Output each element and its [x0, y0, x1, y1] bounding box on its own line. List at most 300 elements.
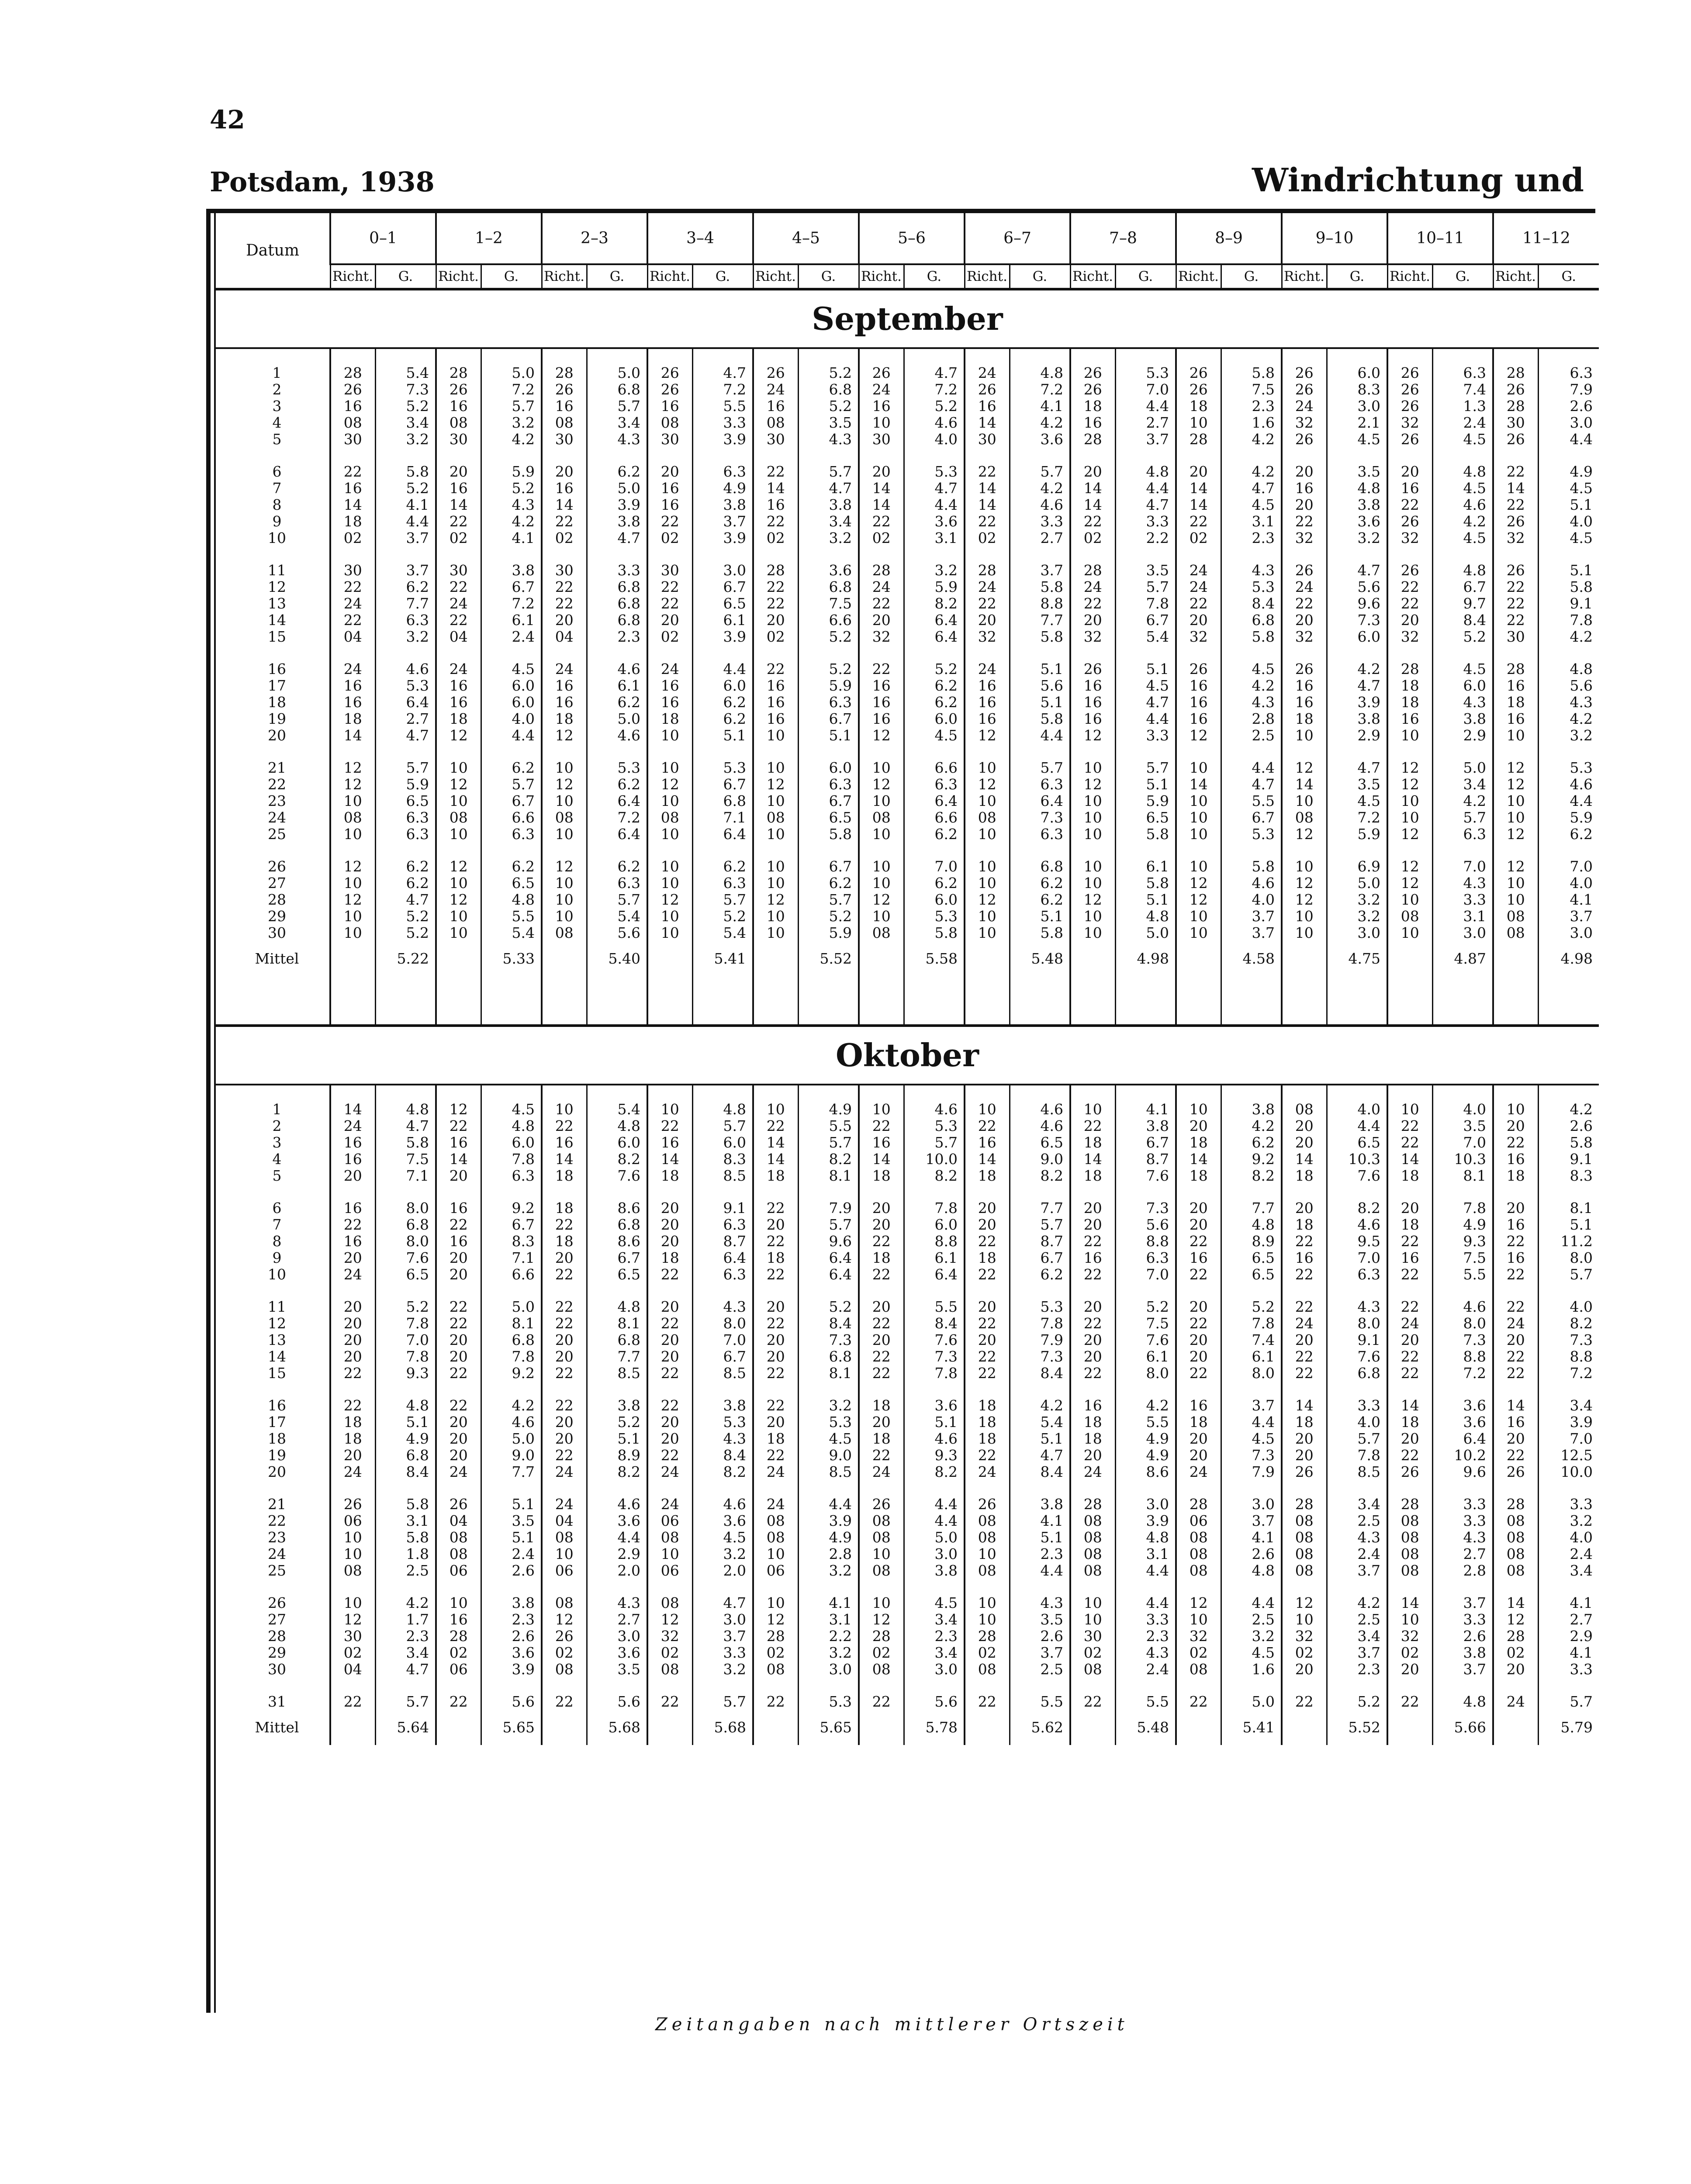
wind-speed-cell: 5.7	[375, 1693, 436, 1710]
wind-speed-cell: 7.0	[1538, 1431, 1599, 1447]
wind-direction-cell: 08	[330, 415, 375, 431]
wind-direction-cell: 20	[1070, 1200, 1115, 1216]
wind-speed-cell: 5.0	[587, 365, 647, 381]
wind-speed-cell: 4.0	[1538, 1299, 1599, 1315]
mean-direction-blank	[1070, 1710, 1115, 1745]
wind-speed-cell: 7.3	[1432, 1332, 1493, 1348]
wind-direction-cell: 14	[753, 1151, 798, 1168]
day-row	[216, 1118, 1599, 1134]
wind-speed-cell: 2.3	[375, 1628, 436, 1645]
wind-speed-cell: 5.9	[375, 776, 436, 793]
wind-direction-cell: 18	[1282, 1216, 1327, 1233]
wind-speed-cell: 7.9	[1010, 1332, 1070, 1348]
wind-direction-cell: 10	[330, 1546, 375, 1562]
wind-direction-cell: 12	[436, 858, 481, 875]
mean-speed-cell: 5.52	[798, 941, 859, 976]
wind-direction-cell: 08	[859, 1513, 904, 1529]
wind-speed-cell: 5.2	[375, 908, 436, 925]
wind-direction-cell: 22	[330, 1365, 375, 1382]
day-row	[216, 1134, 1599, 1151]
wind-speed-cell: 4.9	[1115, 1447, 1176, 1464]
wind-speed-cell: 8.5	[692, 1365, 753, 1382]
wind-speed-cell: 6.7	[587, 1250, 647, 1266]
wind-speed-cell: 3.3	[587, 562, 647, 579]
wind-speed-cell: 6.4	[375, 694, 436, 711]
wind-direction-cell: 26	[330, 381, 375, 398]
wind-speed-cell: 8.4	[904, 1315, 965, 1332]
wind-direction-cell: 20	[1176, 1431, 1221, 1447]
wind-speed-cell: 5.7	[798, 892, 859, 908]
wind-direction-cell: 12	[1176, 1595, 1221, 1611]
wind-speed-cell: 4.4	[692, 661, 753, 677]
wind-direction-cell: 22	[753, 1266, 798, 1283]
wind-direction-cell: 24	[1176, 1464, 1221, 1480]
wind-speed-cell: 4.5	[904, 727, 965, 744]
day-number: 9	[272, 1249, 282, 1266]
day-row	[216, 1611, 1599, 1628]
wind-direction-cell: 20	[965, 612, 1010, 629]
month-title: September	[216, 289, 1599, 348]
wind-direction-cell: 12	[647, 776, 692, 793]
wind-direction-cell: 08	[542, 1595, 587, 1611]
wind-direction-cell: 16	[753, 711, 798, 727]
day-number: 5	[272, 431, 282, 448]
wind-speed-cell: 2.3	[481, 1611, 542, 1628]
month-heading-row	[216, 1026, 1599, 1085]
wind-speed-cell: 5.2	[1115, 1299, 1176, 1315]
mean-direction-blank	[1070, 941, 1115, 976]
wind-speed-cell: 4.2	[1327, 1595, 1387, 1611]
wind-direction-cell: 22	[1282, 1348, 1327, 1365]
wind-direction-cell: 22	[647, 1397, 692, 1414]
wind-speed-cell: 7.8	[1538, 612, 1599, 629]
wind-direction-cell: 24	[965, 365, 1010, 381]
wind-direction-cell: 22	[1282, 1365, 1327, 1382]
wind-speed-cell: 3.3	[1538, 1661, 1599, 1678]
wind-speed-cell: 3.5	[1010, 1611, 1070, 1628]
wind-speed-cell: 4.6	[1010, 1118, 1070, 1134]
wind-speed-cell: 3.0	[1115, 1496, 1176, 1513]
day-number: 23	[268, 1529, 286, 1546]
day-number: 11	[268, 562, 286, 579]
wind-speed-cell: 5.7	[587, 892, 647, 908]
day-row	[216, 1168, 1599, 1184]
wind-direction-cell: 10	[753, 858, 798, 875]
wind-speed-cell: 2.5	[1010, 1661, 1070, 1678]
wind-direction-cell: 10	[436, 793, 481, 809]
wind-direction-cell: 08	[542, 1661, 587, 1678]
wind-direction-cell: 18	[965, 1250, 1010, 1266]
hour-header: 9–10	[1282, 213, 1387, 264]
wind-speed-cell: 3.2	[904, 562, 965, 579]
wind-direction-cell: 08	[1176, 1661, 1221, 1678]
wind-direction-cell: 20	[647, 1200, 692, 1216]
wind-direction-cell: 08	[647, 809, 692, 826]
mean-speed-cell: 5.66	[1432, 1710, 1493, 1745]
wind-direction-cell: 18	[859, 1431, 904, 1447]
wind-direction-cell: 08	[1387, 1546, 1432, 1562]
wind-direction-cell: 16	[1387, 480, 1432, 497]
wind-speed-cell: 3.7	[1432, 1595, 1493, 1611]
wind-speed-cell: 6.8	[1221, 612, 1282, 629]
wind-speed-cell: 6.2	[904, 694, 965, 711]
wind-direction-cell: 20	[436, 1414, 481, 1431]
wind-speed-cell: 5.7	[481, 776, 542, 793]
wind-direction-cell: 20	[1493, 1332, 1538, 1348]
day-row	[216, 809, 1599, 826]
wind-speed-cell: 7.0	[692, 1332, 753, 1348]
wind-direction-cell: 10	[1070, 793, 1115, 809]
wind-speed-cell: 3.1	[1432, 908, 1493, 925]
wind-direction-cell: 20	[436, 1332, 481, 1348]
wind-direction-cell: 22	[965, 1447, 1010, 1464]
wind-direction-cell: 12	[1282, 1595, 1327, 1611]
wind-speed-cell: 5.5	[1115, 1693, 1176, 1710]
wind-speed-cell: 3.3	[1538, 1496, 1599, 1513]
wind-direction-cell: 22	[753, 1233, 798, 1250]
wind-direction-cell: 24	[330, 661, 375, 677]
wind-direction-cell: 12	[1070, 727, 1115, 744]
day-number: 25	[268, 826, 286, 843]
wind-speed-cell: 3.9	[587, 497, 647, 513]
day-row	[216, 925, 1599, 941]
wind-speed-cell: 7.1	[375, 1168, 436, 1184]
wind-speed-cell: 5.3	[375, 677, 436, 694]
wind-direction-cell: 14	[965, 497, 1010, 513]
wind-speed-cell: 5.2	[798, 398, 859, 415]
wind-speed-cell: 3.4	[904, 1645, 965, 1661]
wind-speed-cell: 6.4	[1432, 1431, 1493, 1447]
wind-direction-cell: 08	[1282, 1529, 1327, 1546]
wind-speed-cell: 8.6	[587, 1200, 647, 1216]
wind-speed-cell: 4.1	[1115, 1101, 1176, 1118]
wind-direction-cell: 28	[1176, 1496, 1221, 1513]
wind-speed-cell: 4.6	[587, 661, 647, 677]
wind-direction-cell: 10	[1176, 1101, 1221, 1118]
wind-direction-cell: 18	[542, 1200, 587, 1216]
wind-speed-cell: 4.8	[481, 892, 542, 908]
wind-speed-cell: 8.0	[375, 1200, 436, 1216]
wind-speed-cell: 2.3	[904, 1628, 965, 1645]
wind-speed-cell: 7.0	[1538, 858, 1599, 875]
wind-direction-cell: 02	[1387, 1645, 1432, 1661]
day-row	[216, 1332, 1599, 1348]
wind-speed-cell: 3.0	[1327, 398, 1387, 415]
wind-speed-cell: 5.7	[798, 463, 859, 480]
wind-speed-cell: 6.4	[587, 826, 647, 843]
wind-speed-cell: 4.8	[1538, 661, 1599, 677]
wind-speed-cell: 3.3	[1115, 1611, 1176, 1628]
wind-direction-cell: 10	[542, 892, 587, 908]
wind-direction-cell: 08	[542, 925, 587, 941]
wind-speed-cell: 3.7	[1010, 1645, 1070, 1661]
wind-direction-cell: 22	[436, 1118, 481, 1134]
wind-speed-cell: 2.7	[587, 1611, 647, 1628]
day-row	[216, 1464, 1599, 1480]
wind-speed-cell: 5.3	[1115, 365, 1176, 381]
wind-speed-cell: 5.1	[587, 1431, 647, 1447]
wind-speed-cell: 2.0	[692, 1562, 753, 1579]
wind-speed-cell: 6.4	[904, 793, 965, 809]
wind-direction-cell: 22	[542, 1216, 587, 1233]
wind-speed-cell: 4.9	[798, 1101, 859, 1118]
wind-direction-cell: 26	[1176, 381, 1221, 398]
wind-direction-cell: 08	[542, 415, 587, 431]
direction-subheader: Richt.	[436, 264, 481, 289]
day-number: 5	[272, 1167, 282, 1184]
wind-direction-cell: 22	[1070, 1315, 1115, 1332]
wind-direction-cell: 22	[965, 1348, 1010, 1365]
wind-speed-cell: 6.0	[1327, 629, 1387, 645]
wind-speed-cell: 8.0	[375, 1233, 436, 1250]
wind-direction-cell: 24	[1282, 579, 1327, 595]
wind-speed-cell: 5.6	[1010, 677, 1070, 694]
wind-speed-cell: 4.5	[1327, 431, 1387, 448]
wind-speed-cell: 5.1	[1010, 694, 1070, 711]
wind-direction-cell: 20	[1493, 1200, 1538, 1216]
wind-direction-cell: 24	[1070, 1464, 1115, 1480]
wind-speed-cell: 6.8	[798, 381, 859, 398]
wind-direction-cell: 22	[1176, 595, 1221, 612]
wind-direction-cell: 10	[542, 760, 587, 776]
wind-speed-cell: 6.0	[692, 1134, 753, 1151]
wind-speed-cell: 8.0	[692, 1315, 753, 1332]
wind-direction-cell: 06	[1176, 1513, 1221, 1529]
wind-direction-cell: 26	[1070, 661, 1115, 677]
wind-direction-cell: 12	[859, 892, 904, 908]
wind-direction-cell: 22	[1387, 1118, 1432, 1134]
wind-direction-cell: 26	[1387, 381, 1432, 398]
wind-direction-cell: 24	[1493, 1315, 1538, 1332]
wind-speed-cell: 4.8	[1010, 365, 1070, 381]
wind-speed-cell: 2.7	[1115, 415, 1176, 431]
wind-direction-cell: 08	[436, 1529, 481, 1546]
wind-direction-cell: 10	[859, 1546, 904, 1562]
wind-speed-cell: 4.5	[1221, 497, 1282, 513]
wind-direction-cell: 20	[753, 1348, 798, 1365]
wind-speed-cell: 4.0	[1538, 1529, 1599, 1546]
wind-speed-cell: 4.7	[375, 1118, 436, 1134]
wind-speed-cell: 3.6	[1327, 513, 1387, 530]
day-number: 30	[268, 1661, 286, 1678]
wind-speed-cell: 4.3	[798, 431, 859, 448]
wind-speed-cell: 8.2	[904, 1464, 965, 1480]
wind-direction-cell: 18	[330, 513, 375, 530]
wind-direction-cell: 12	[1070, 892, 1115, 908]
wind-speed-cell: 6.3	[375, 809, 436, 826]
wind-direction-cell: 24	[1282, 398, 1327, 415]
wind-direction-cell: 08	[1387, 1529, 1432, 1546]
wind-speed-cell: 4.8	[1432, 1693, 1493, 1710]
day-row	[216, 1645, 1599, 1661]
wind-direction-cell: 22	[859, 513, 904, 530]
wind-speed-cell: 6.3	[692, 875, 753, 892]
wind-speed-cell: 5.7	[1115, 760, 1176, 776]
day-number: 13	[268, 1331, 286, 1348]
wind-direction-cell: 30	[436, 562, 481, 579]
wind-speed-cell: 5.8	[1010, 925, 1070, 941]
wind-direction-cell: 16	[1070, 694, 1115, 711]
wind-speed-cell: 3.2	[1327, 530, 1387, 546]
wind-direction-cell: 12	[753, 1611, 798, 1628]
wind-speed-cell: 3.7	[375, 562, 436, 579]
wind-direction-cell: 22	[753, 1118, 798, 1134]
wind-speed-cell: 3.6	[1010, 431, 1070, 448]
wind-direction-cell: 22	[436, 1397, 481, 1414]
wind-speed-cell: 5.2	[798, 1299, 859, 1315]
wind-direction-cell: 10	[753, 1546, 798, 1562]
wind-speed-cell: 2.3	[1010, 1546, 1070, 1562]
wind-direction-cell: 16	[436, 1134, 481, 1151]
wind-speed-cell: 3.8	[1115, 1118, 1176, 1134]
wind-direction-cell: 28	[965, 562, 1010, 579]
speed-subheader: G.	[1010, 264, 1070, 289]
direction-subheader: Richt.	[753, 264, 798, 289]
wind-speed-cell: 6.8	[798, 579, 859, 595]
wind-speed-cell: 4.5	[481, 1101, 542, 1118]
wind-direction-cell: 10	[753, 1595, 798, 1611]
wind-speed-cell: 3.2	[798, 530, 859, 546]
wind-speed-cell: 7.3	[904, 1348, 965, 1365]
wind-speed-cell: 5.2	[375, 925, 436, 941]
wind-speed-cell: 3.2	[375, 629, 436, 645]
wind-speed-cell: 7.2	[904, 381, 965, 398]
day-number: 20	[268, 727, 286, 744]
wind-direction-cell: 26	[436, 381, 481, 398]
wind-direction-cell: 20	[436, 1447, 481, 1464]
wind-speed-cell: 4.4	[1221, 1595, 1282, 1611]
wind-speed-cell: 3.4	[1327, 1496, 1387, 1513]
wind-speed-cell: 2.5	[1327, 1611, 1387, 1628]
wind-direction-cell: 16	[859, 398, 904, 415]
wind-speed-cell: 4.7	[587, 530, 647, 546]
wind-speed-cell: 7.3	[798, 1332, 859, 1348]
wind-direction-cell: 20	[1176, 1299, 1221, 1315]
section-title: Windrichtung und	[1252, 162, 1584, 199]
wind-speed-cell: 4.2	[375, 1595, 436, 1611]
wind-direction-cell: 04	[542, 629, 587, 645]
wind-speed-cell: 4.8	[1115, 908, 1176, 925]
wind-direction-cell: 20	[1070, 1299, 1115, 1315]
wind-speed-cell: 7.5	[1115, 1315, 1176, 1332]
wind-speed-cell: 8.0	[1538, 1250, 1599, 1266]
wind-direction-cell: 10	[1070, 925, 1115, 941]
wind-speed-cell: 5.7	[692, 892, 753, 908]
wind-direction-cell: 12	[1493, 858, 1538, 875]
wind-direction-cell: 10	[1176, 415, 1221, 431]
wind-direction-cell: 14	[330, 1101, 375, 1118]
day-row	[216, 875, 1599, 892]
wind-speed-cell: 6.7	[798, 711, 859, 727]
wind-direction-cell: 14	[1387, 1595, 1432, 1611]
wind-direction-cell: 22	[330, 579, 375, 595]
wind-direction-cell: 28	[330, 365, 375, 381]
mean-speed-cell: 4.98	[1115, 941, 1176, 976]
wind-direction-cell: 26	[542, 381, 587, 398]
wind-speed-cell: 2.5	[1221, 727, 1282, 744]
wind-speed-cell: 2.3	[1221, 530, 1282, 546]
wind-speed-cell: 6.6	[798, 612, 859, 629]
mean-speed-cell: 4.58	[1221, 941, 1282, 976]
wind-direction-cell: 22	[965, 1315, 1010, 1332]
wind-direction-cell: 18	[965, 1414, 1010, 1431]
wind-direction-cell: 10	[330, 875, 375, 892]
day-number: 22	[268, 776, 286, 793]
wind-speed-cell: 5.1	[1010, 908, 1070, 925]
wind-speed-cell: 5.8	[1221, 858, 1282, 875]
wind-speed-cell: 4.7	[1327, 760, 1387, 776]
wind-speed-cell: 6.3	[692, 1266, 753, 1283]
wind-direction-cell: 10	[330, 925, 375, 941]
wind-speed-cell: 9.3	[375, 1365, 436, 1382]
wind-direction-cell: 22	[753, 513, 798, 530]
wind-direction-cell: 32	[1387, 415, 1432, 431]
wind-direction-cell: 20	[1070, 463, 1115, 480]
wind-speed-cell: 7.6	[587, 1168, 647, 1184]
wind-speed-cell: 7.6	[1327, 1168, 1387, 1184]
wind-direction-cell: 30	[542, 562, 587, 579]
wind-speed-cell: 3.0	[1327, 925, 1387, 941]
wind-direction-cell: 20	[542, 612, 587, 629]
wind-speed-cell: 4.9	[1115, 1431, 1176, 1447]
wind-direction-cell: 16	[436, 1233, 481, 1250]
wind-direction-cell: 16	[1493, 1151, 1538, 1168]
wind-speed-cell: 3.8	[1327, 497, 1387, 513]
wind-direction-cell: 24	[1176, 562, 1221, 579]
wind-direction-cell: 22	[1176, 1693, 1221, 1710]
wind-speed-cell: 4.6	[1010, 1101, 1070, 1118]
wind-direction-cell: 22	[859, 1348, 904, 1365]
wind-speed-cell: 4.8	[1221, 1562, 1282, 1579]
wind-direction-cell: 08	[1070, 1546, 1115, 1562]
wind-speed-cell: 6.4	[904, 612, 965, 629]
wind-speed-cell: 4.6	[904, 1431, 965, 1447]
day-number: 6	[272, 1199, 282, 1216]
wind-speed-cell: 6.8	[1010, 858, 1070, 875]
wind-speed-cell: 6.7	[1115, 1134, 1176, 1151]
wind-direction-cell: 26	[1493, 381, 1538, 398]
wind-direction-cell: 20	[330, 1250, 375, 1266]
wind-speed-cell: 8.7	[1010, 1233, 1070, 1250]
wind-direction-cell: 22	[753, 595, 798, 612]
day-row	[216, 381, 1599, 398]
wind-direction-cell: 24	[1282, 1315, 1327, 1332]
wind-speed-cell: 6.8	[375, 1447, 436, 1464]
wind-speed-cell: 3.4	[587, 415, 647, 431]
mean-direction-blank	[859, 941, 904, 976]
wind-speed-cell: 6.3	[692, 1216, 753, 1233]
wind-speed-cell: 4.3	[692, 1299, 753, 1315]
wind-speed-cell: 5.3	[904, 1118, 965, 1134]
wind-direction-cell: 26	[1282, 431, 1327, 448]
wind-speed-cell: 5.1	[1538, 497, 1599, 513]
wind-direction-cell: 10	[1070, 760, 1115, 776]
wind-direction-cell: 12	[330, 858, 375, 875]
day-row	[216, 1397, 1599, 1414]
day-row	[216, 513, 1599, 530]
wind-direction-cell: 30	[859, 431, 904, 448]
wind-direction-cell: 20	[436, 1168, 481, 1184]
wind-direction-cell: 10	[965, 875, 1010, 892]
wind-direction-cell: 08	[1387, 908, 1432, 925]
wind-speed-cell: 4.8	[1432, 562, 1493, 579]
wind-speed-cell: 6.6	[904, 809, 965, 826]
wind-speed-cell: 4.5	[481, 661, 542, 677]
wind-speed-cell: 3.6	[904, 513, 965, 530]
wind-direction-cell: 22	[753, 1447, 798, 1464]
wind-speed-cell: 3.0	[1432, 925, 1493, 941]
wind-direction-cell: 22	[965, 1118, 1010, 1134]
